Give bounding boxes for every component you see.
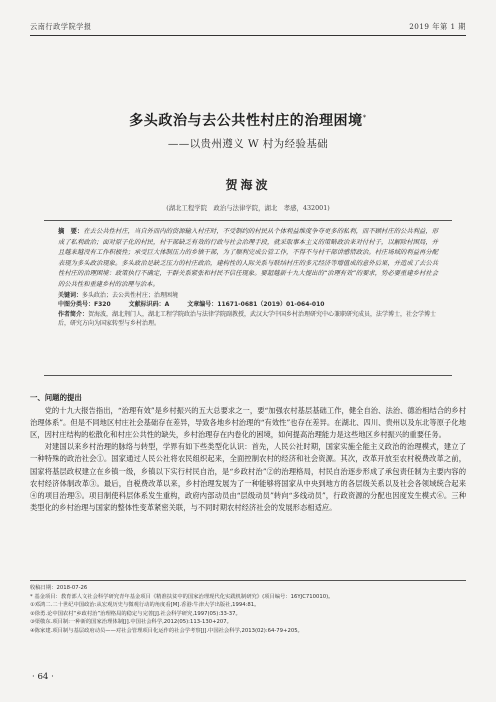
- keywords-label: 关键词：: [58, 291, 83, 299]
- page-number: · 64 ·: [32, 672, 54, 682]
- abstract: [58, 227, 438, 291]
- abstract-text: 在去公共性村庄，当自外而内的资源输入村庄时，不受制约的村民从个体利益维度争夺更多的私利，而不顾村庄的公共利益，形成了私利政治；面对原子化的村民，村干部缺乏有效的行政与社会治理手段，就采取事本主义的策略政治来对付村子，以解除村困局，并且越来越没有工作积极性；承受巨大体制压力的乡镇干部，为了顺利完成公管工作，不得不与村干部讲感情政治。村庄场域的利益再分配表现为多头政治现象。多头政治是缺乏压力的村庄政治，建构性的人际关系与联结村庄的多元经济等增值成的意外后果，并造成了去公共性村庄的治理困境：政策执行不确定，干群关系紧张和村民不信任现象。要超越新十九大提出的“治理有效”的要求，势必要重建乡村社会的公共性和重建乡村的治理与治本。: [58, 228, 439, 288]
- issue-label: 2019 年第 1 期: [409, 22, 466, 31]
- classification-line: [58, 300, 438, 310]
- keywords-text: 多头政治；去公共性村庄；治理困境: [82, 291, 179, 299]
- author-info-label: 作者简介：: [58, 310, 89, 318]
- article-subtitle: ——以贵州遵义 W 村为经验基础: [167, 138, 329, 150]
- footnote-item: ②徐勇.论中国农村“乡政村治”治理格局的稳定与完善[J].社会科学研究,1997(05):33-37。: [30, 610, 241, 617]
- article-title-text: 多头政治与去公共性村庄的治理困境: [129, 113, 363, 129]
- running-header: [30, 22, 466, 32]
- footnotes: [30, 580, 466, 636]
- body-text: [30, 392, 466, 514]
- footnote-item: * 基金项目：教育部人文社会科学研究青年基金项目《精准扶贫中的国家治理现代化实践机制研究》(项目编号：16YJC710010)。: [30, 593, 334, 600]
- abstract-box: [44, 220, 452, 376]
- body-paragraph: 对建国以来乡村治理的脉络与转型，学界有如下些类型化认识：首先，人民公社时期，国家实施全能主义政治的治理模式，建立了一种特殊的政治社会①。国家通过人民公社将农民组织起来，全面控制农村的经济和社会资源。其次，改革开放至农村税费改革之前，国家将基层政权建立在乡镇一级，乡镇以下实行村民自治，是“乡政村治”②的治理格局，村民自治逐步形成了承包责任制为主要内容的农村经济体制改革③。最后，自税费改革以来，乡村治理发展为了一种能够将国家从中央到地方的各层级关系以及社会各领域统合起来④的项目治理⑤。项目制使科层体系发生重构，政府内部动员由“层级动员”转向“多线动员”，行政资源的分配也因度发生模式⑥。三种类型化的乡村治理与国家的整体性变革紧密关联，与不同时期农村经济社会的发展形态相适应。: [30, 442, 466, 512]
- document-code: 文献标识码：A: [128, 301, 170, 309]
- article-number: 文章编号：11671-0681（2019）01-064-010: [187, 301, 325, 309]
- keywords: [58, 291, 438, 301]
- body-paragraph: 党的十九大报告指出，“治理有效”是乡村振兴的五大总要求之一，要“加强农村基层基础工作，健全自治、法治、德治相结合的乡村治理体系”。但是不同地区村庄社会基础存在差异，导致各地乡村治理的“有效性”也存在差异。在湖北、四川、贵州以及东北等原子化地区，因村庄结构的松散化和村庄公共性的缺失，乡村治理存在内卷化的困境，如何提高治理能力是这些地区乡村振兴的重要任务。: [30, 406, 466, 440]
- footnote-item: ③渠敬东.项目制:一种新的国家治理体制[J].中国社会科学,2012(05):113-130+207。: [30, 619, 232, 626]
- abstract-label: 摘 要：: [58, 228, 84, 235]
- footnote-item: ①邓鸿二.二十世纪中国政治:从宏观历史与微观行动的角度看[M].香港:牛津大学出版社,1994:81。: [30, 602, 260, 609]
- author-affiliation: (湖北工程学院 政治与法律学院，湖北 孝感，432001): [166, 204, 330, 212]
- footnote-item: ④陈家建.项目制与基层政府动员——对社会管理项目化运作的社会学考察[J].中国社会科学,2013(02):64-79+205。: [30, 627, 303, 634]
- article-title: [0, 110, 496, 130]
- received-date: 收稿日期：2018-07-26: [30, 585, 88, 591]
- author-info: [58, 310, 438, 329]
- title-footnote-mark: *: [362, 113, 367, 122]
- clc-number: 中图分类号：F320: [58, 301, 111, 309]
- section-heading: 一、问题的提出: [30, 393, 82, 402]
- author-name: 贺海波: [225, 178, 271, 192]
- journal-name: 云南行政学院学报: [30, 22, 92, 31]
- header-rule: [30, 35, 466, 36]
- author-info-text: 贺海波，湖北荆门人，湖北工程学院政治与法律学院副教授，武汉大学中国乡村治理研究中心兼职研究成员，法学博士，社会学博士后，研究方向为国家转型与乡村治理。: [58, 310, 437, 328]
